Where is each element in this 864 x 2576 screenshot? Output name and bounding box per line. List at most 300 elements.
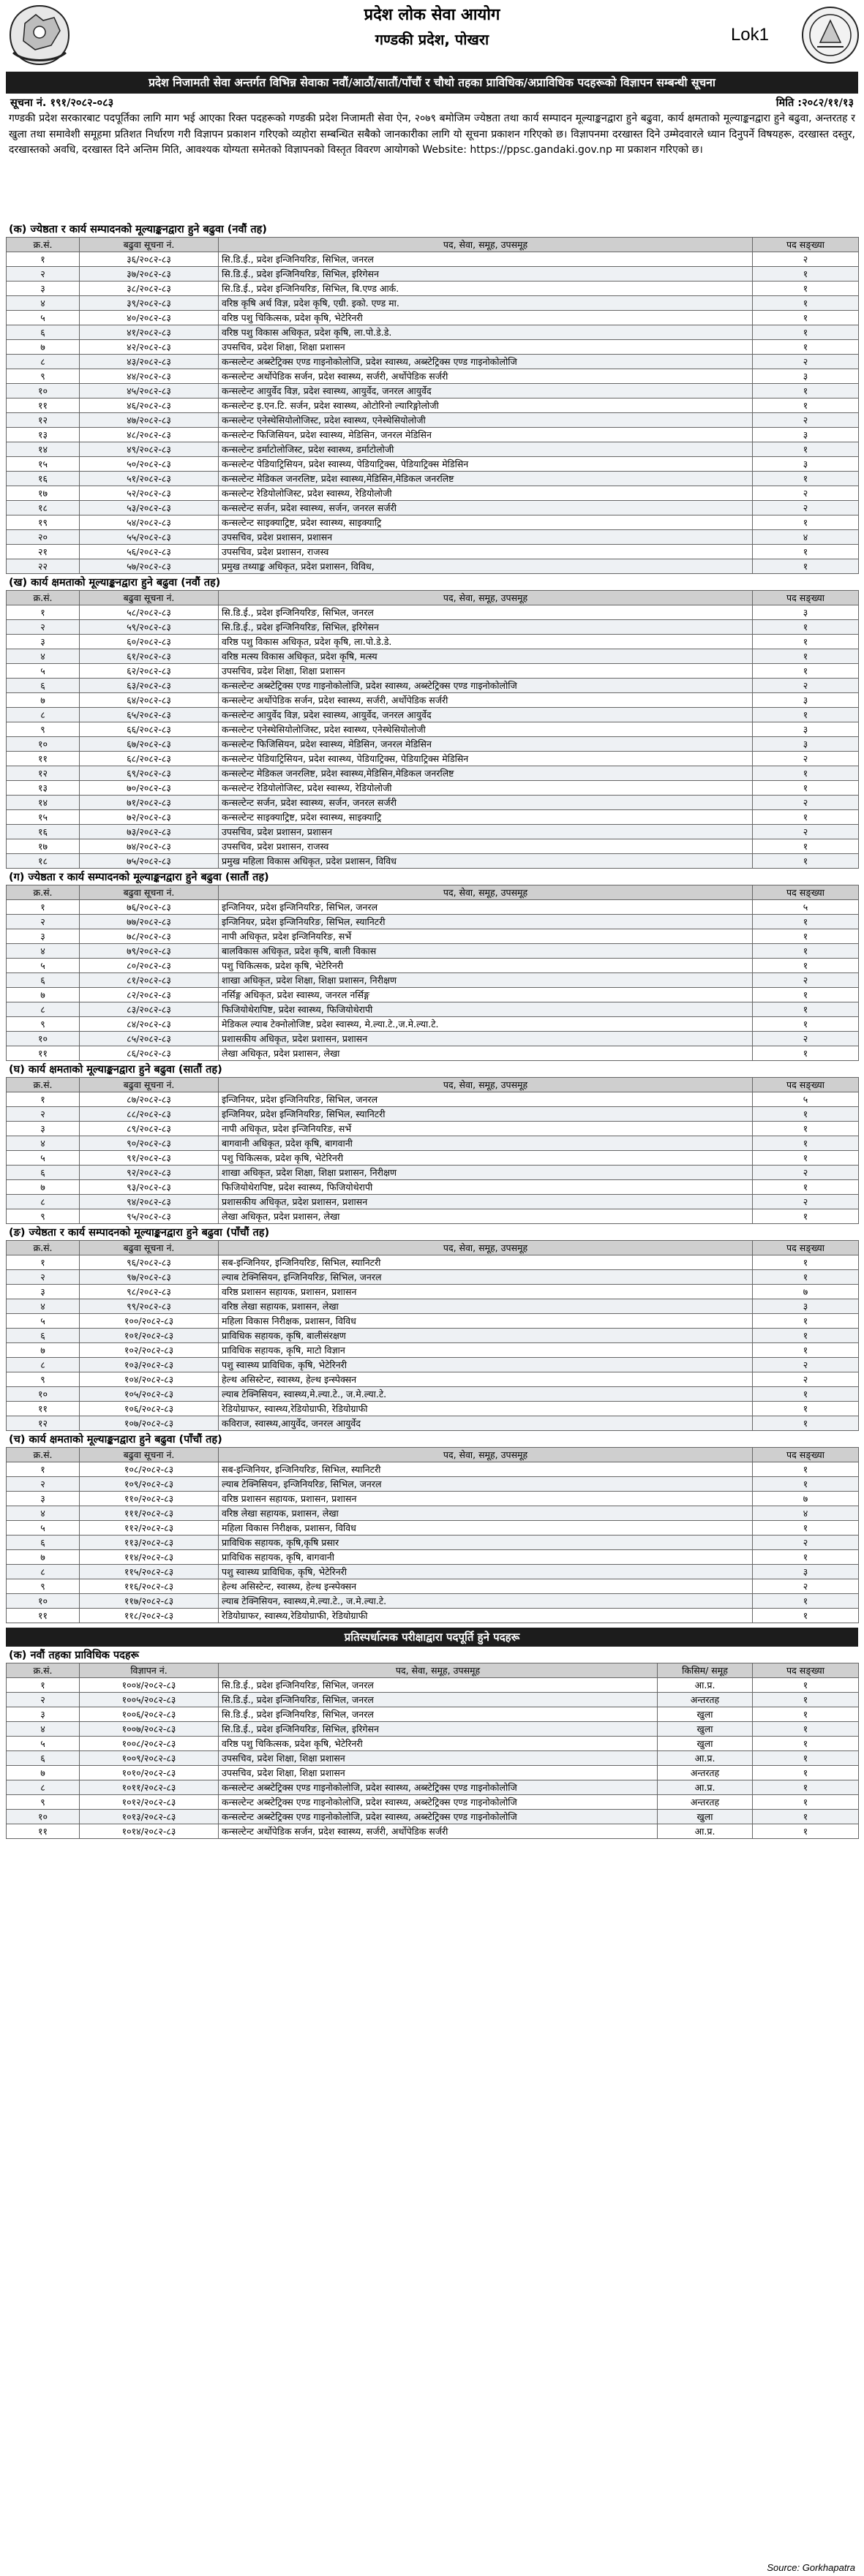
table-cell: ५ <box>7 311 80 325</box>
table-cell: १ <box>753 325 859 340</box>
table-row <box>7 781 859 796</box>
table-cell: ८ <box>7 1195 80 1209</box>
table-cell: १००६/२०८२-८३ <box>80 1707 219 1722</box>
table-row <box>7 530 859 545</box>
table-cell: २ <box>753 1579 859 1594</box>
org-name: प्रदेश लोक सेवा आयोग <box>364 6 500 24</box>
table-row <box>7 1209 859 1224</box>
table-cell: ६३/२०८२-८३ <box>80 679 219 693</box>
table-cell: कविराज, स्वास्थ्य,आयुर्वेद, जनरल आयुर्वेद <box>219 1416 753 1431</box>
table-cell: १ <box>753 1387 859 1402</box>
table-cell: कन्सल्टेन्ट पेडियाट्रिसियन, प्रदेश स्वास्थ्य, पेडियाट्रिक्स, पेडियाट्रिक्स मेडिसिन <box>219 752 753 766</box>
table-cell: ९१/२०८२-८३ <box>80 1151 219 1166</box>
table-cell: ११७/२०८२-८३ <box>80 1594 219 1609</box>
table-cell: ५८/२०८२-८३ <box>80 605 219 620</box>
table-cell: उपसचिव, प्रदेश शिक्षा, शिक्षा प्रशासन <box>219 1766 658 1780</box>
table-cell: १०३/२०८२-८३ <box>80 1358 219 1372</box>
table-cell: सि.डि.ई., प्रदेश इन्जिनियरिङ, सिभिल, बि.एण्ड आर्क. <box>219 282 753 296</box>
table-cell: १ <box>753 1136 859 1151</box>
table-cell: १ <box>753 620 859 635</box>
table-cell: १ <box>7 900 80 915</box>
column-header: बढुवा सूचना नं. <box>80 1241 219 1255</box>
table-cell: ६६/२०८२-८३ <box>80 722 219 737</box>
table-cell: ५९/२०८२-८३ <box>80 620 219 635</box>
table-cell: महिला विकास निरीक्षक, प्रशासन, विविध <box>219 1521 753 1536</box>
table-cell: ४ <box>7 1136 80 1151</box>
table-cell: आ.प्र. <box>658 1824 753 1839</box>
table-cell: १ <box>753 1180 859 1195</box>
table-cell: उपसचिव, प्रदेश प्रशासन, प्रशासन <box>219 825 753 839</box>
table-cell: १ <box>753 664 859 679</box>
table-row <box>7 1107 859 1122</box>
table-cell: १४ <box>7 796 80 810</box>
table-cell: १० <box>7 1032 80 1046</box>
table-row <box>7 428 859 442</box>
table-cell: ६९/२०८२-८३ <box>80 766 219 781</box>
column-header: बढुवा सूचना नं. <box>80 238 219 252</box>
table-cell: ८४/२०८२-८३ <box>80 1017 219 1032</box>
table-row <box>7 1270 859 1285</box>
promotion-sections <box>0 222 864 1623</box>
table-cell: ८५/२०८२-८३ <box>80 1032 219 1046</box>
table-cell: ९८/२०८२-८३ <box>80 1285 219 1299</box>
table-cell: फिजियोथेरापिष्ट, प्रदेश स्वास्थ्य, फिजियोथेरापी <box>219 1002 753 1017</box>
table-cell: ५०/२०८२-८३ <box>80 457 219 472</box>
table-cell: ७३/२०८२-८३ <box>80 825 219 839</box>
table-cell: ९७/२०८२-८३ <box>80 1270 219 1285</box>
table-row <box>7 311 859 325</box>
table-cell: खुला <box>658 1707 753 1722</box>
table-cell: १ <box>753 1343 859 1358</box>
table-cell: ७ <box>7 988 80 1002</box>
table-cell: ४ <box>7 944 80 959</box>
table-cell: ७४/२०८२-८३ <box>80 839 219 854</box>
table-cell: वरिष्ठ कृषि अर्थ विज्ञ, प्रदेश कृषि, एग्री. इको. एण्ड मा. <box>219 296 753 311</box>
column-header: क्र.सं. <box>7 1663 80 1678</box>
table-cell: १ <box>753 296 859 311</box>
table-cell: कन्सल्टेन्ट डर्माटोलोजिस्ट, प्रदेश स्वास्थ्य, डर्माटोलोजी <box>219 442 753 457</box>
table-cell: कन्सल्टेन्ट सर्जन, प्रदेश स्वास्थ्य, सर्जन, जनरल सर्जरी <box>219 796 753 810</box>
table-cell: २ <box>753 825 859 839</box>
table-cell: १ <box>7 1678 80 1693</box>
table-cell: ५ <box>7 1151 80 1166</box>
table-row <box>7 1550 859 1565</box>
table-row <box>7 515 859 530</box>
table-row <box>7 649 859 664</box>
table-cell: १६ <box>7 825 80 839</box>
column-header: पद सङ्ख्या <box>753 591 859 605</box>
table-cell: ६१/२०८२-८३ <box>80 649 219 664</box>
table-row <box>7 1579 859 1594</box>
table-cell: ५ <box>7 1314 80 1329</box>
table-cell: महिला विकास निरीक्षक, प्रशासन, विविध <box>219 1314 753 1329</box>
table-row <box>7 1358 859 1372</box>
table-cell: ९ <box>7 1017 80 1032</box>
table-cell: ११५/२०८२-८३ <box>80 1565 219 1579</box>
table-cell: ५४/२०८२-८३ <box>80 515 219 530</box>
table-cell: ११६/२०८२-८३ <box>80 1579 219 1594</box>
table-cell: १ <box>753 915 859 929</box>
table-cell: १२ <box>7 413 80 428</box>
table-header-row <box>7 885 859 900</box>
table-cell: १७ <box>7 486 80 501</box>
promotion-table <box>6 885 859 1061</box>
table-cell: १ <box>753 1462 859 1477</box>
table-cell: रेडियोग्राफर, स्वास्थ्य,रेडियोग्राफी, रेडियोग्राफी <box>219 1402 753 1416</box>
column-header: किसिम/ समूह <box>658 1663 753 1678</box>
table-row <box>7 1609 859 1623</box>
competitive-banner: प्रतिस्पर्धात्मक परीक्षाद्वारा पदपूर्ति हुने पदहरू <box>6 1628 858 1647</box>
table-row <box>7 267 859 282</box>
table-cell: ८ <box>7 1358 80 1372</box>
table-cell: १११/२०८२-८३ <box>80 1506 219 1521</box>
table-cell: १०८/२०८२-८३ <box>80 1462 219 1477</box>
table-cell: ३ <box>7 282 80 296</box>
table-cell: ल्याब टेक्निसियन, स्वास्थ्य,मे.ल्या.टे., ज.मे.ल्या.टे. <box>219 1387 753 1402</box>
table-cell: ८८/२०८२-८३ <box>80 1107 219 1122</box>
table-cell: १ <box>753 635 859 649</box>
table-cell: खुला <box>658 1810 753 1824</box>
table-cell: ६७/२०८२-८३ <box>80 737 219 752</box>
table-row <box>7 915 859 929</box>
table-cell: ८१/२०८२-८३ <box>80 973 219 988</box>
table-cell: कन्सल्टेन्ट साइक्याट्रिष्ट, प्रदेश स्वास्थ्य, साइक्याट्रि <box>219 810 753 825</box>
table-cell: ५६/२०८२-८३ <box>80 545 219 559</box>
table-row <box>7 1372 859 1387</box>
table-cell: ११३/२०८२-८३ <box>80 1536 219 1550</box>
table-cell: १ <box>753 384 859 399</box>
table-cell: २ <box>753 252 859 267</box>
table-cell: सि.डि.ई., प्रदेश इन्जिनियरिङ, सिभिल, जनरल <box>219 605 753 620</box>
table-cell: २ <box>753 1372 859 1387</box>
table-cell: कन्सल्टेन्ट रेडियोलोजिस्ट, प्रदेश स्वास्थ्य, रेडियोलोजी <box>219 781 753 796</box>
table-cell: प्राविधिक सहायक, कृषि, माटो विज्ञान <box>219 1343 753 1358</box>
table-cell: ७६/२०८२-८३ <box>80 900 219 915</box>
table-cell: १ <box>753 1270 859 1285</box>
table-cell: उपसचिव, प्रदेश प्रशासन, राजस्व <box>219 545 753 559</box>
table-cell: सि.डि.ई., प्रदेश इन्जिनियरिङ, सिभिल, इरिगेसन <box>219 267 753 282</box>
table-cell: १ <box>753 1122 859 1136</box>
notice-date: मिति :२०८२/११/१३ <box>775 97 854 109</box>
table-row <box>7 854 859 869</box>
table-cell: १०९/२०८२-८३ <box>80 1477 219 1492</box>
table-cell: १ <box>753 1477 859 1492</box>
table-cell: ७२/२०८२-८३ <box>80 810 219 825</box>
table-cell: पशु चिकित्सक, प्रदेश कृषि, भेटेरिनरी <box>219 1151 753 1166</box>
table-cell: ८६/२०८२-८३ <box>80 1046 219 1061</box>
table-cell: १२ <box>7 1416 80 1431</box>
table-cell: कन्सल्टेन्ट मेडिकल जनरलिष्ट, प्रदेश स्वास्थ्य,मेडिसिन,मेडिकल जनरलिष्ट <box>219 472 753 486</box>
table-cell: ३८/२०८२-८३ <box>80 282 219 296</box>
table-cell: ११२/२०८२-८३ <box>80 1521 219 1536</box>
table-row <box>7 399 859 413</box>
table-cell: सि.डि.ई., प्रदेश इन्जिनियरिङ, सिभिल, इरिगेसन <box>219 620 753 635</box>
table-row <box>7 959 859 973</box>
table-cell: २२ <box>7 559 80 574</box>
table-row <box>7 1387 859 1402</box>
table-cell: फिजियोथेरापिष्ट, प्रदेश स्वास्थ्य, फिजियोथेरापी <box>219 1180 753 1195</box>
table-row <box>7 752 859 766</box>
table-cell: वरिष्ठ प्रशासन सहायक, प्रशासन, प्रशासन <box>219 1285 753 1299</box>
table-cell: ७ <box>7 1343 80 1358</box>
table-cell: ८ <box>7 708 80 722</box>
table-cell: १ <box>753 1594 859 1609</box>
table-row <box>7 355 859 369</box>
table-cell: ४ <box>753 530 859 545</box>
section-title: (ख) कार्य क्षमताको मूल्याङ्कनद्वारा हुने बढुवा (नवौं तह) <box>9 577 221 589</box>
column-header: क्र.सं. <box>7 1241 80 1255</box>
table-cell: ८ <box>7 1780 80 1795</box>
table-cell: प्रमुख तथ्याङ्क अधिकृत, प्रदेश प्रशासन, विविध, <box>219 559 753 574</box>
table-cell: २ <box>7 1693 80 1707</box>
table-row <box>7 325 859 340</box>
section-title: (च) कार्य क्षमताको मूल्याङ्कनद्वारा हुने बढुवा (पाँचौं तह) <box>9 1434 222 1446</box>
table-cell: ९५/२०८२-८३ <box>80 1209 219 1224</box>
column-header: पद, सेवा, समूह, उपसमूह <box>219 1078 753 1092</box>
table-cell: १०११/२०८२-८३ <box>80 1780 219 1795</box>
table-cell: १ <box>753 1766 859 1780</box>
table-cell: ४ <box>7 1299 80 1314</box>
table-cell: १ <box>753 708 859 722</box>
table-row <box>7 1195 859 1209</box>
table-row <box>7 1402 859 1416</box>
table-row <box>7 1678 859 1693</box>
table-row <box>7 722 859 737</box>
table-cell: ९ <box>7 369 80 384</box>
table-row <box>7 472 859 486</box>
table-cell: ९ <box>7 722 80 737</box>
table-header-row <box>7 1241 859 1255</box>
table-cell: मेडिकल ल्याब टेक्नोलोजिष्ट, प्रदेश स्वास्थ्य, मे.ल्या.टे.,ज.मे.ल्या.टे. <box>219 1017 753 1032</box>
table-cell: कन्सल्टेन्ट एनेस्थेसियोलोजिस्ट, प्रदेश स्वास्थ्य, एनेस्थेसियोलोजी <box>219 722 753 737</box>
page-tag: Lok1 <box>730 25 769 45</box>
table-cell: १०१३/२०८२-८३ <box>80 1810 219 1824</box>
table-cell: १०१०/२०८२-८३ <box>80 1766 219 1780</box>
table-row <box>7 839 859 854</box>
table-cell: ५२/२०८२-८३ <box>80 486 219 501</box>
table-cell: ६ <box>7 1329 80 1343</box>
table-cell: ७ <box>7 1550 80 1565</box>
table-cell: ६ <box>7 1751 80 1766</box>
table-cell: ३ <box>7 1122 80 1136</box>
table-row <box>7 1824 859 1839</box>
table-row <box>7 1122 859 1136</box>
table-cell: १७ <box>7 839 80 854</box>
table-cell: १००/२०८२-८३ <box>80 1314 219 1329</box>
table-row <box>7 810 859 825</box>
table-cell: वरिष्ठ पशु चिकित्सक, प्रदेश कृषि, भेटेरिनरी <box>219 1737 658 1751</box>
table-cell: १ <box>753 810 859 825</box>
table-cell: ल्याब टेक्निसियन, इन्जिनियरिङ, सिभिल, जनरल <box>219 1270 753 1285</box>
notice-meta <box>0 95 864 111</box>
table-cell: १ <box>753 1824 859 1839</box>
table-cell: उपसचिव, प्रदेश शिक्षा, शिक्षा प्रशासन <box>219 664 753 679</box>
table-cell: १० <box>7 1387 80 1402</box>
table-row <box>7 1032 859 1046</box>
table-cell: १ <box>753 1017 859 1032</box>
table-cell: अन्तरतह <box>658 1766 753 1780</box>
table-cell: ११ <box>7 1046 80 1061</box>
table-cell: ९ <box>7 1579 80 1594</box>
table-cell: कन्सल्टेन्ट अब्स्टेट्रिक्स एण्ड गाइनोकोलोजि, प्रदेश स्वास्थ्य, अब्स्टेट्रिक्स एण्ड गाइनोकोलोजि <box>219 355 753 369</box>
table-header-row <box>7 1078 859 1092</box>
table-cell: १ <box>753 1416 859 1431</box>
table-row <box>7 1506 859 1521</box>
table-row <box>7 1285 859 1299</box>
column-header: बढुवा सूचना नं. <box>80 1448 219 1462</box>
table-cell: ३ <box>7 929 80 944</box>
column-header: पद, सेवा, समूह, उपसमूह <box>219 1663 658 1678</box>
table-cell: १०५/२०८२-८३ <box>80 1387 219 1402</box>
table-cell: १८ <box>7 501 80 515</box>
table-row <box>7 1314 859 1329</box>
table-cell: वरिष्ठ पशु विकास अधिकृत, प्रदेश कृषि, ला.पो.डे.डे. <box>219 635 753 649</box>
table-cell: ९ <box>7 1795 80 1810</box>
table-cell: ३ <box>753 1565 859 1579</box>
table-cell: ५३/२०८२-८३ <box>80 501 219 515</box>
section-title: (घ) कार्य क्षमताको मूल्याङ्कनद्वारा हुने बढुवा (सातौं तह) <box>9 1064 222 1076</box>
table-cell: ४ <box>753 1506 859 1521</box>
table-cell: आ.प्र. <box>658 1751 753 1766</box>
table-cell: कन्सल्टेन्ट अब्स्टेट्रिक्स एण्ड गाइनोकोलोजि, प्रदेश स्वास्थ्य, अब्स्टेट्रिक्स एण्ड गाइनोकोलोजि <box>219 1795 658 1810</box>
table-cell: इन्जिनियर, प्रदेश इन्जिनियरिङ, सिभिल, जनरल <box>219 900 753 915</box>
table-cell: सि.डि.ई., प्रदेश इन्जिनियरिङ, सिभिल, इरिगेसन <box>219 1722 658 1737</box>
table-cell: २ <box>753 1358 859 1372</box>
table-cell: १ <box>753 399 859 413</box>
table-cell: १ <box>753 1609 859 1623</box>
table-cell: १ <box>753 1107 859 1122</box>
section-title: (क) ज्येष्ठता र कार्य सम्पादनको मूल्याङ्कनद्वारा हुने बढुवा (नवौं तह) <box>9 224 267 235</box>
table-row <box>7 944 859 959</box>
table-cell: १ <box>753 1707 859 1722</box>
table-cell: १ <box>753 944 859 959</box>
table-cell: ४५/२०८२-८३ <box>80 384 219 399</box>
notice-intro: गण्डकी प्रदेश सरकारबाट पदपूर्तिका लागि माग भई आएका रिक्त पदहरूको गण्डकी प्रदेश निजामती सेवा ऐन, २०७९ बमोजिम ज्येष्ठता तथा कार्य सम्पादन मूल्याङ्कनद्वारा हुने बढुवा, कार्य क्षमताको मूल्याङ्कनद्वारा हुने बढुवा, अन्तरतह र खुला तथा समावेशी समूहमा प्रतिशत निर्धारण गरी विज्ञापन प्रकाशन गरिएको व्यहोरा सम्बन्धित सबैको जानकारीका लागि यो सूचना प्रकाशन गरिएको छ। विज्ञापनमा दरखास्त दिने उम्मेदवारले ध्यान दिनुपर्ने विषयहरू, दरखास्त दस्तुर, दरखास्तको अवधि, दरखास्त दिने अन्तिम मिति, आवश्यक योग्यता समेतको विज्ञापनको विस्तृत विवरण आयोगको Website: https://ppsc.gandaki.gov.np मा प्रकाशन गरिएको छ। <box>9 113 855 156</box>
table-cell: १ <box>753 1314 859 1329</box>
table-cell: १ <box>753 282 859 296</box>
table-cell: पशु स्वास्थ्य प्राविधिक, कृषि, भेटेरिनरी <box>219 1358 753 1372</box>
table-cell: सि.डि.ई., प्रदेश इन्जिनियरिङ, सिभिल, जनरल <box>219 1707 658 1722</box>
table-row <box>7 340 859 355</box>
table-cell: ३ <box>753 1299 859 1314</box>
table-cell: कन्सल्टेन्ट अर्थोपेडिक सर्जन, प्रदेश स्वास्थ्य, सर्जरी, अर्थोपेडिक सर्जरी <box>219 369 753 384</box>
table-row <box>7 559 859 574</box>
table-cell: ३ <box>753 722 859 737</box>
table-row <box>7 1343 859 1358</box>
table-row <box>7 796 859 810</box>
table-cell: १ <box>753 472 859 486</box>
table-cell: ७१/२०८२-८३ <box>80 796 219 810</box>
table-cell: ११४/२०८२-८३ <box>80 1550 219 1565</box>
column-header: बढुवा सूचना नं. <box>80 591 219 605</box>
table-cell: १ <box>7 252 80 267</box>
table-cell: २ <box>753 355 859 369</box>
table-cell: प्रशासकीय अधिकृत, प्रदेश प्रशासन, प्रशासन <box>219 1032 753 1046</box>
table-row <box>7 282 859 296</box>
table-cell: ७ <box>7 1180 80 1195</box>
column-header: पद सङ्ख्या <box>753 238 859 252</box>
table-row <box>7 1780 859 1795</box>
table-cell: १ <box>753 766 859 781</box>
table-cell: १३ <box>7 781 80 796</box>
table-cell: कन्सल्टेन्ट पेडियाट्रिसियन, प्रदेश स्वास्थ्य, पेडियाट्रिक्स, पेडियाट्रिक्स मेडिसिन <box>219 457 753 472</box>
promotion-table <box>6 237 859 574</box>
table-cell: ६ <box>7 679 80 693</box>
table-cell: १ <box>753 1209 859 1224</box>
table-row <box>7 1151 859 1166</box>
table-row <box>7 1136 859 1151</box>
table-cell: ७ <box>7 1766 80 1780</box>
table-cell: उपसचिव, प्रदेश शिक्षा, शिक्षा प्रशासन <box>219 340 753 355</box>
table-cell: ११ <box>7 1609 80 1623</box>
table-cell: नर्सिङ्ग अधिकृत, प्रदेश स्वास्थ्य, जनरल नर्सिङ्ग <box>219 988 753 1002</box>
notice-header <box>0 0 864 72</box>
promotion-table <box>6 590 859 869</box>
table-cell: १०१/२०८२-८३ <box>80 1329 219 1343</box>
table-cell: १ <box>753 545 859 559</box>
table-cell: इन्जिनियर, प्रदेश इन्जिनियरिङ, सिभिल, स्यानिटरी <box>219 915 753 929</box>
table-cell: १ <box>753 839 859 854</box>
table-cell: २ <box>753 1032 859 1046</box>
table-cell: १००४/२०८२-८३ <box>80 1678 219 1693</box>
table-cell: नापी अधिकृत, प्रदेश इन्जिनियरिङ, सर्भे <box>219 929 753 944</box>
table-cell: कन्सल्टेन्ट आयुर्वेद विज्ञ, प्रदेश स्वास्थ्य, आयुर्वेद, जनरल आयुर्वेद <box>219 708 753 722</box>
table-row <box>7 457 859 472</box>
table-cell: सब-इन्जिनियर, इन्जिनियरिङ, सिभिल, स्यानिटरी <box>219 1255 753 1270</box>
table-row <box>7 1462 859 1477</box>
table-cell: ३७/२०८२-८३ <box>80 267 219 282</box>
table-cell: ६ <box>7 1166 80 1180</box>
table-cell: १० <box>7 384 80 399</box>
table-cell: ३ <box>753 693 859 708</box>
table-cell: कन्सल्टेन्ट मेडिकल जनरलिष्ट, प्रदेश स्वास्थ्य,मेडिसिन,मेडिकल जनरलिष्ट <box>219 766 753 781</box>
table-cell: ९६/२०८२-८३ <box>80 1255 219 1270</box>
table-row <box>7 1722 859 1737</box>
table-cell: ४२/२०८२-८३ <box>80 340 219 355</box>
table-row <box>7 1017 859 1032</box>
table-row <box>7 486 859 501</box>
table-cell: १०४/२०८२-८३ <box>80 1372 219 1387</box>
table-row <box>7 620 859 635</box>
table-row <box>7 296 859 311</box>
table-row <box>7 1707 859 1722</box>
table-cell: ८२/२०८२-८३ <box>80 988 219 1002</box>
column-header: क्र.सं. <box>7 1078 80 1092</box>
table-cell: कन्सल्टेन्ट साइक्याट्रिष्ट, प्रदेश स्वास्थ्य, साइक्याट्रि <box>219 515 753 530</box>
table-cell: १ <box>753 1046 859 1061</box>
table-row <box>7 1299 859 1314</box>
table-row <box>7 900 859 915</box>
table-cell: ६ <box>7 325 80 340</box>
table-cell: २ <box>753 1536 859 1550</box>
table-cell: ८ <box>7 1002 80 1017</box>
table-cell: लेखा अधिकृत, प्रदेश प्रशासन, लेखा <box>219 1209 753 1224</box>
table-cell: ३ <box>7 635 80 649</box>
table-row <box>7 1737 859 1751</box>
table-cell: १२ <box>7 766 80 781</box>
table-cell: २ <box>7 1270 80 1285</box>
table-cell: कन्सल्टेन्ट फिजिसियन, प्रदेश स्वास्थ्य, मेडिसिन, जनरल मेडिसिन <box>219 428 753 442</box>
table-cell: १०२/२०८२-८३ <box>80 1343 219 1358</box>
table-cell: ६४/२०८२-८३ <box>80 693 219 708</box>
table-cell: १ <box>753 854 859 869</box>
table-cell: ७९/२०८२-८३ <box>80 944 219 959</box>
table-cell: आ.प्र. <box>658 1678 753 1693</box>
table-cell: १ <box>753 649 859 664</box>
table-cell: खुला <box>658 1737 753 1751</box>
table-row <box>7 501 859 515</box>
table-cell: इन्जिनियर, प्रदेश इन्जिनियरिङ, सिभिल, जनरल <box>219 1092 753 1107</box>
